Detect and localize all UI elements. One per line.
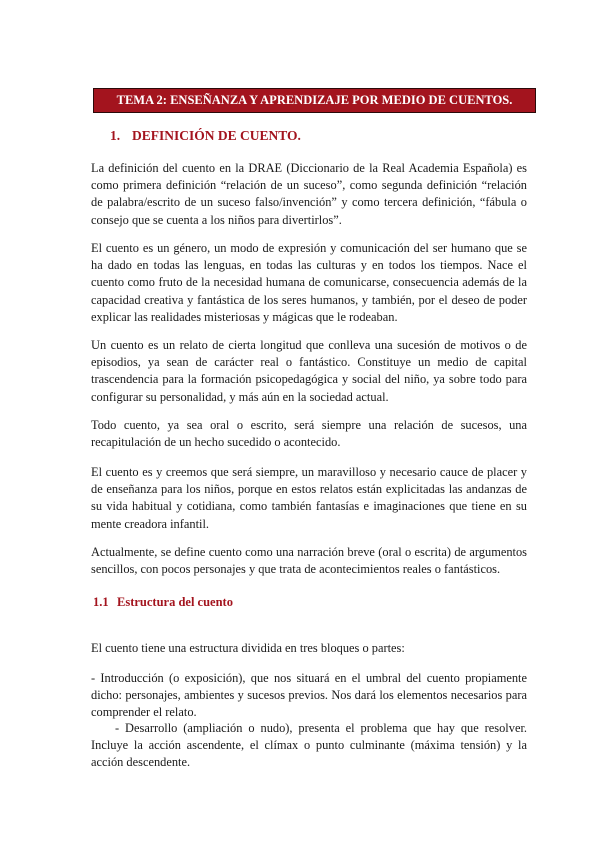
paragraph-drae-definition: La definición del cuento en la DRAE (Diccionario de la Real Academia Española) es como primera definición “relación de un suceso”, como segunda definición “relación de palabra/escrito de un suceso falso/invención” y como tercera definición, “fábula o consejo que se cuenta a los niños para divertirlos”. [91, 161, 527, 227]
section-number: 1. [110, 128, 121, 143]
list-item-desarrollo-text: - Desarrollo (ampliación o nudo), presenta el problema que hay que resolver. Incluye la acción ascendente, el clímax o punto culminante (máxima tensión) y la acción descendente. [91, 721, 527, 770]
subsection-number: 1.1 [93, 595, 109, 609]
paragraph-oral-escrito: Todo cuento, ya sea oral o escrito, será siempre una relación de sucesos, una recapitulación de un hecho sucedido o acontecido. [91, 418, 527, 450]
section-heading-definition [110, 128, 301, 144]
document-title: TEMA 2: ENSEÑANZA Y APRENDIZAJE POR MEDIO DE CUENTOS. [93, 88, 536, 113]
list-item-desarrollo [91, 720, 527, 772]
list-item-introduccion: - Introducción (o exposición), que nos situará en el umbral del cuento propiamente dicho: personajes, ambientes y sucesos previos. Nos dará los elementos necesarios para comprender el relato. [91, 671, 527, 720]
section-heading-text: DEFINICIÓN DE CUENTO. [132, 128, 301, 143]
subsection-heading-text: Estructura del cuento [117, 595, 233, 609]
subsection-heading-estructura [93, 595, 233, 610]
paragraph-actualmente: Actualmente, se define cuento como una narración breve (oral o escrita) de argumentos sencillos, con pocos personajes y que trata de acontecimientos reales o fantásticos. [91, 545, 527, 577]
paragraph-genre: El cuento es un género, un modo de expresión y comunicación del ser humano que se ha dado en todas las lenguas, en todas las culturas y en todos los tiempos. Nace el cuento como fruto de la necesidad humana de comunicarse, consecuencia además de la capacidad creativa y fantástica de los seres humanos, y también, por el deseo de poder explicar las realidades misteriosas y mágicas que le rodeaban. [91, 241, 527, 324]
paragraph-structure-intro: El cuento tiene una estructura dividida en tres bloques o partes: [91, 641, 405, 655]
paragraph-relato: Un cuento es un relato de cierta longitud que conlleva una sucesión de motivos o de episodios, ya sean de carácter real o fantástico. Constituye un medio de capital trascendencia para la formación psicopedagógica y social del niño, ya sobre todo para configurar su personalidad, y más aún en la sociedad actual. [91, 338, 527, 404]
paragraph-cauce: El cuento es y creemos que será siempre, un maravilloso y necesario cauce de placer y de enseñanza para los niños, porque en estos relatos están explicitadas las andanzas de su vida habitual y cotidiana, como también fantasías e imaginaciones que tiene en su mente creadora infantil. [91, 465, 527, 531]
